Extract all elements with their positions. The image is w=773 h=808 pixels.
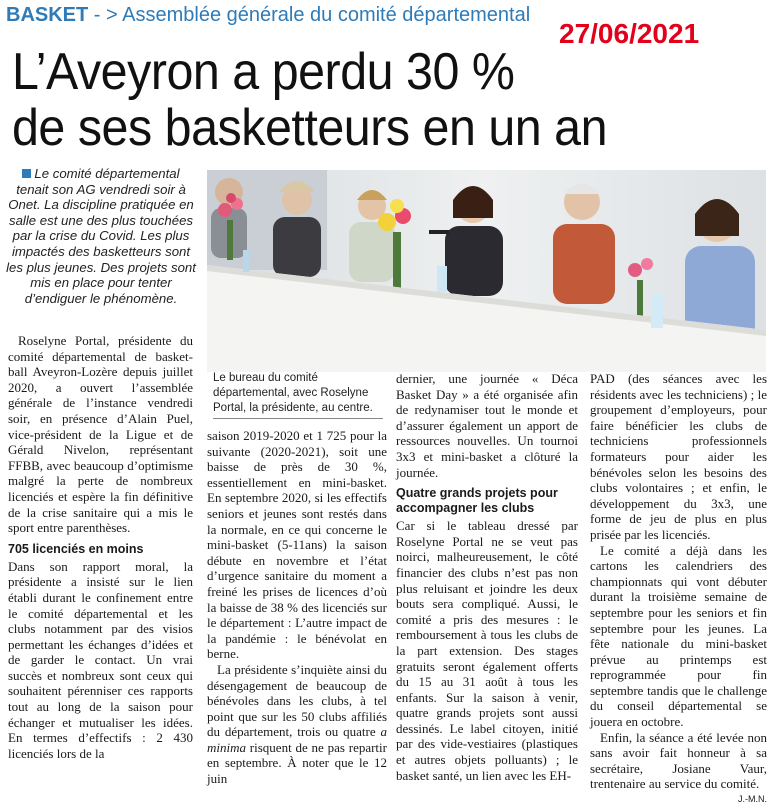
kicker: Assemblée générale du comité départemental bbox=[122, 4, 531, 26]
paragraph-rapport-moral: Dans son rapport moral, la présidente a insisté sur le lien établi durant le confinement entre le comité départemental et les clubs notamment par des visios permettant les échanges d’idées et de garder le contact. Un vrai succès et nombreux sont ceux qui souhaitent pérenniser ces rapports tout au long de la saison pour échanger et mutualiser les idées. En termes d’effectifs : 2 430 licenciés lors de la bbox=[8, 558, 193, 761]
section-label: BASKET bbox=[6, 4, 89, 26]
paragraph-intro: Roselyne Portal, présidente du comité départemental de basket-ball Aveyron-Lozère depuis juillet 2020, a ouvert l’assemblée générale de l’instance vendredi soir, en présence d’Alain Puel, vice-président de la Ligue et de Gérald Nivelon, représentant FFBB, avec beaucoup d’optimisme malgré la perte de nombreux licenciés et espère la fin définitive de la crise sanitaire qui a mis le sport entre parenthèses. bbox=[8, 333, 193, 536]
paragraph-conclusion: Enfin, la séance a été levée non sans avoir fait honneur à sa secrétaire, Josiane Vaur, trentenaire au service du comité. bbox=[590, 729, 767, 792]
paragraph-effectifs: saison 2019-2020 et 1 725 pour la suivante (2020-2021), soit une baisse de près de 30 %, essentiellement en mini-basket. En septembre 2020, si les effectifs seniors et jeunes sont restés dans la normale, en ce qui concerne le mini-basket (5-11ans) la saison débute en novembre et l’état d’urgence sanitaire du moment a freiné les prises de licences d’où la baisse de 38 % des licenciés sur le département : L’autre impact de la pandémie : le bénévolat en berne. bbox=[207, 428, 387, 662]
article-column-1 bbox=[8, 333, 193, 761]
headline-line-1: L’Aveyron a perdu 30 % bbox=[12, 43, 515, 101]
photo-illustration bbox=[207, 170, 766, 372]
date-stamp: 27/06/2021 bbox=[559, 18, 700, 49]
paragraph-benevoles-emphasis: a minima bbox=[207, 724, 388, 755]
subheading-licencies: 705 licenciés en moins bbox=[8, 541, 144, 556]
square-bullet-icon bbox=[22, 169, 31, 178]
paragraph-projets-suite: PAD (des séances avec les résidents avec les techniciens) ; le groupement d’employeurs, pour faire bénéficier les clubs de techniciens professionnels formateurs pour aider les bénévoles selon les besoins des clubs volontaires ; et enfin, le développement du 3x3, une forme de jeu de plus en plus prisée par les licenciés. bbox=[590, 371, 767, 542]
photo-caption: Le bureau du comité départemental, avec Roselyne Portal, la présidente, au centre. bbox=[213, 372, 373, 414]
caption-divider bbox=[213, 418, 383, 419]
article-column-4 bbox=[590, 371, 767, 808]
headline-line-2: de ses basketteurs en un an bbox=[12, 99, 608, 157]
article-column-2 bbox=[207, 428, 387, 787]
author-signature: J.-M.N. bbox=[738, 794, 767, 805]
paragraph-benevoles-text: La présidente s’inquiète ainsi du désengagement de beaucoup de bénévoles dans les clubs, à tel point que sur les 50 clubs affiliés du département, trois ou quatre bbox=[207, 661, 387, 740]
article-column-3 bbox=[396, 371, 578, 783]
subheading-projets: Quatre grands projets pour accompagner les clubs bbox=[396, 486, 558, 516]
header-arrow: - > bbox=[88, 4, 123, 26]
chapo-text: Le comité départemental tenait son AG vendredi soir à Onet. La discipline pratiquée en salle est une des plus touchées par la crise du Covid. Les plus impactés des basketteurs sont les plus jeunes. Des projets sont mis en place pour tenter d’endiguer le phénomène. bbox=[6, 166, 196, 306]
article-photo bbox=[207, 170, 766, 372]
paragraph-calendriers: Le comité a déjà dans les cartons les calendriers des championnats qui vont débuter durant la troisième semaine de septembre pour les seniors et fin septembre pour les jeunes. La fête nationale du mini-basket prévue au printemps est reprogrammée pour fin septembre tandis que le challenge du conseil départemental se jouera en octobre. bbox=[590, 542, 767, 730]
paragraph-benevoles bbox=[207, 662, 387, 787]
paragraph-deca-basket: dernier, une journée « Déca Basket Day » a été organisée afin de redynamiser tout le monde et d’assurer également un apport de ressources nouvelles. Un tournoi 3x3 et mini-basket a clôturé la journée. bbox=[396, 371, 578, 480]
paragraph-projets: Car si le tableau dressé par Roselyne Portal ne se veut pas noirci, malheureusement, le côté financier des clubs n’est pas non plus reluisant et joindre les deux bouts sera compliqué. Aussi, le comité a pris des mesures : le remboursement à tous les clubs de la part extension. Des stages gratuits seront également offerts du 15 au 31 août à tous les enfants. Sur la saison à venir, quatre grands projets sont aussi dessinés. Le label citoyen, initié par des vide-vestiaires (plastiques et autres objets polluants) ; le basket santé, un lien avec les EH- bbox=[396, 518, 578, 783]
chapo bbox=[6, 166, 196, 306]
section-header bbox=[6, 4, 530, 27]
paragraph-benevoles-end: risquent de ne pas repartir en septembre. À noter que le 12 juin bbox=[207, 739, 387, 787]
